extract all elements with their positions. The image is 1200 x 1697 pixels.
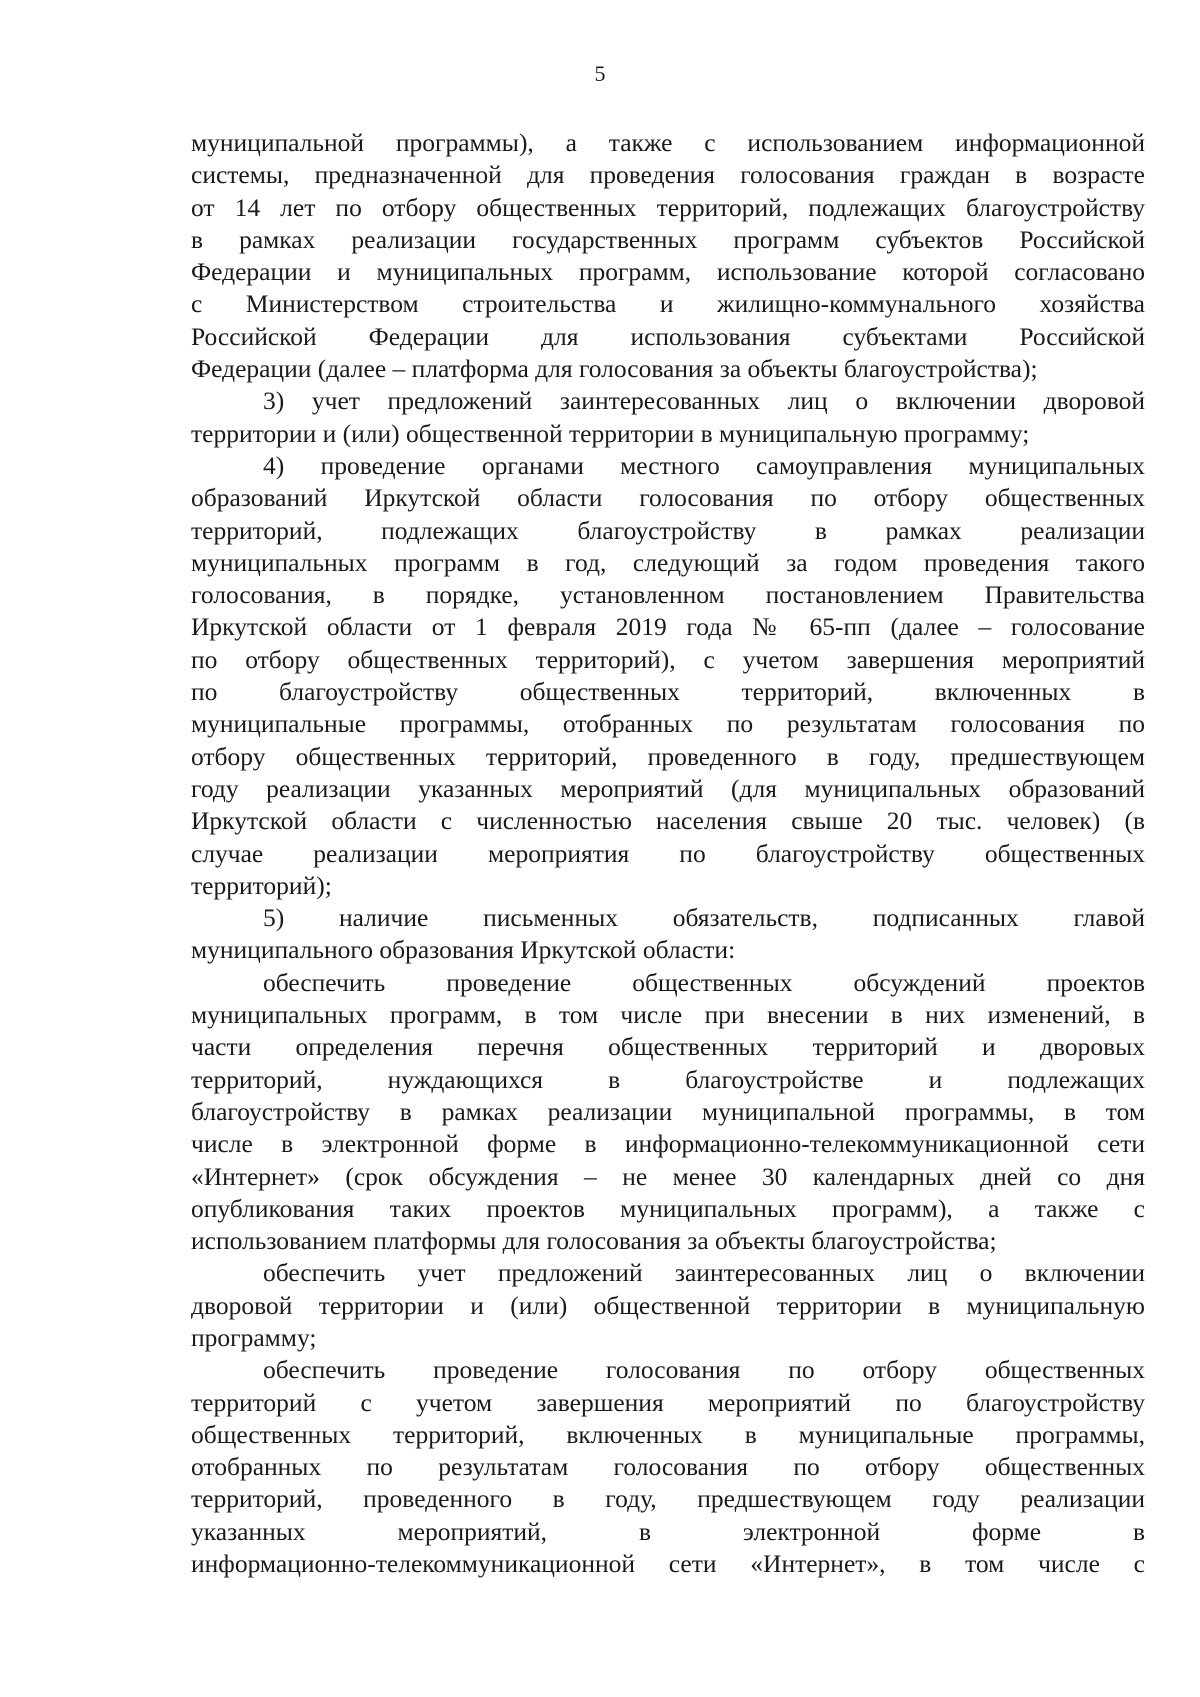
text-line: муниципального образования Иркутской области: <box>191 935 736 965</box>
text-line: Иркутской области с численностью населения свыше 20 тыс. человек) (в <box>191 806 1145 836</box>
paragraph <box>191 902 1145 967</box>
text-line: муниципальной программы), а также с использованием информационной <box>191 128 1145 157</box>
text-line: отобранных по результатам голосования по отбору общественных <box>191 1452 1145 1482</box>
text-line: использованием платформы для голосования за объекты благоустройства; <box>191 1226 997 1256</box>
text-line: обеспечить учет предложений заинтересованных лиц о включении <box>263 1258 1145 1288</box>
text-line: общественных территорий, включенных в муниципальные программы, <box>191 1419 1145 1449</box>
text-line: в рамках реализации государственных программ субъектов Российской <box>191 224 1145 254</box>
text-line: с Министерством строительства и жилищно-коммунального хозяйства <box>191 289 1145 319</box>
text-line: системы, предназначенной для проведения голосования граждан в возрасте <box>191 160 1145 190</box>
text-line: опубликования таких проектов муниципальных программ), а также с <box>191 1193 1145 1223</box>
text-line: части определения перечня общественных территорий и дворовых <box>191 1032 1145 1062</box>
text-line: территорий с учетом завершения мероприятий по благоустройству <box>191 1387 1145 1417</box>
text-line: муниципальных программ, в том числе при внесении в них изменений, в <box>191 1000 1145 1030</box>
paragraph <box>191 385 1145 450</box>
text-line: от 14 лет по отбору общественных территорий, подлежащих благоустройству <box>191 192 1145 222</box>
text-line: отбору общественных территорий, проведенного в году, предшествующем <box>191 741 1145 771</box>
paragraph <box>191 967 1145 1258</box>
text-line: муниципальных программ в год, следующий за годом проведения такого <box>191 547 1145 577</box>
text-line: Федерации и муниципальных программ, использование которой согласовано <box>191 257 1145 287</box>
text-line: указанных мероприятий, в электронной форме в <box>191 1516 1145 1546</box>
text-line: муниципальные программы, отобранных по результатам голосования по <box>191 709 1145 739</box>
document-body <box>191 127 1145 1580</box>
text-line: «Интернет» (срок обсуждения – не менее 30 календарных дней со дня <box>191 1161 1145 1191</box>
text-line: территорий, проведенного в году, предшествующем году реализации <box>191 1484 1145 1514</box>
text-line: территорий, подлежащих благоустройству в рамках реализации <box>191 515 1145 545</box>
paragraph <box>191 1354 1145 1580</box>
text-line: информационно-телекоммуникационной сети «Интернет», в том числе с <box>191 1549 1145 1579</box>
text-line: обеспечить проведение общественных обсуждений проектов <box>263 967 1145 997</box>
text-line: году реализации указанных мероприятий (для муниципальных образований <box>191 773 1145 803</box>
paragraph <box>191 1257 1145 1354</box>
text-line: числе в электронной форме в информационно-телекоммуникационной сети <box>191 1129 1145 1159</box>
text-line: Иркутской области от 1 февраля 2019 года № 65-пп (далее – голосование <box>191 612 1145 642</box>
paragraph <box>191 127 1145 385</box>
text-line: обеспечить проведение голосования по отбору общественных <box>263 1355 1145 1385</box>
text-line: голосования, в порядке, установленном постановлением Правительства <box>191 580 1145 610</box>
text-line: Федерации (далее – платформа для голосования за объекты благоустройства); <box>191 354 1038 384</box>
text-line: по благоустройству общественных территорий, включенных в <box>191 677 1145 707</box>
text-line: территории и (или) общественной территории в муниципальную программу; <box>191 418 1030 448</box>
text-line: дворовой территории и (или) общественной территории в муниципальную <box>191 1290 1145 1320</box>
text-line: территорий); <box>191 870 332 900</box>
text-line: Российской Федерации для использования субъектами Российской <box>191 321 1145 351</box>
text-line: территорий, нуждающихся в благоустройстве и подлежащих <box>191 1064 1145 1094</box>
text-line: 3) учет предложений заинтересованных лиц о включении дворовой <box>263 386 1145 416</box>
text-line: 5) наличие письменных обязательств, подписанных главой <box>263 903 1145 933</box>
text-line: 4) проведение органами местного самоуправления муниципальных <box>263 450 1145 480</box>
text-line: по отбору общественных территорий), с учетом завершения мероприятий <box>191 644 1145 674</box>
text-line: образований Иркутской области голосования по отбору общественных <box>191 483 1145 513</box>
text-line: случае реализации мероприятия по благоустройству общественных <box>191 838 1145 868</box>
text-line: программу; <box>191 1322 317 1352</box>
page-number: 5 <box>594 61 606 86</box>
text-line: благоустройству в рамках реализации муниципальной программы, в том <box>191 1096 1145 1126</box>
paragraph <box>191 450 1145 902</box>
